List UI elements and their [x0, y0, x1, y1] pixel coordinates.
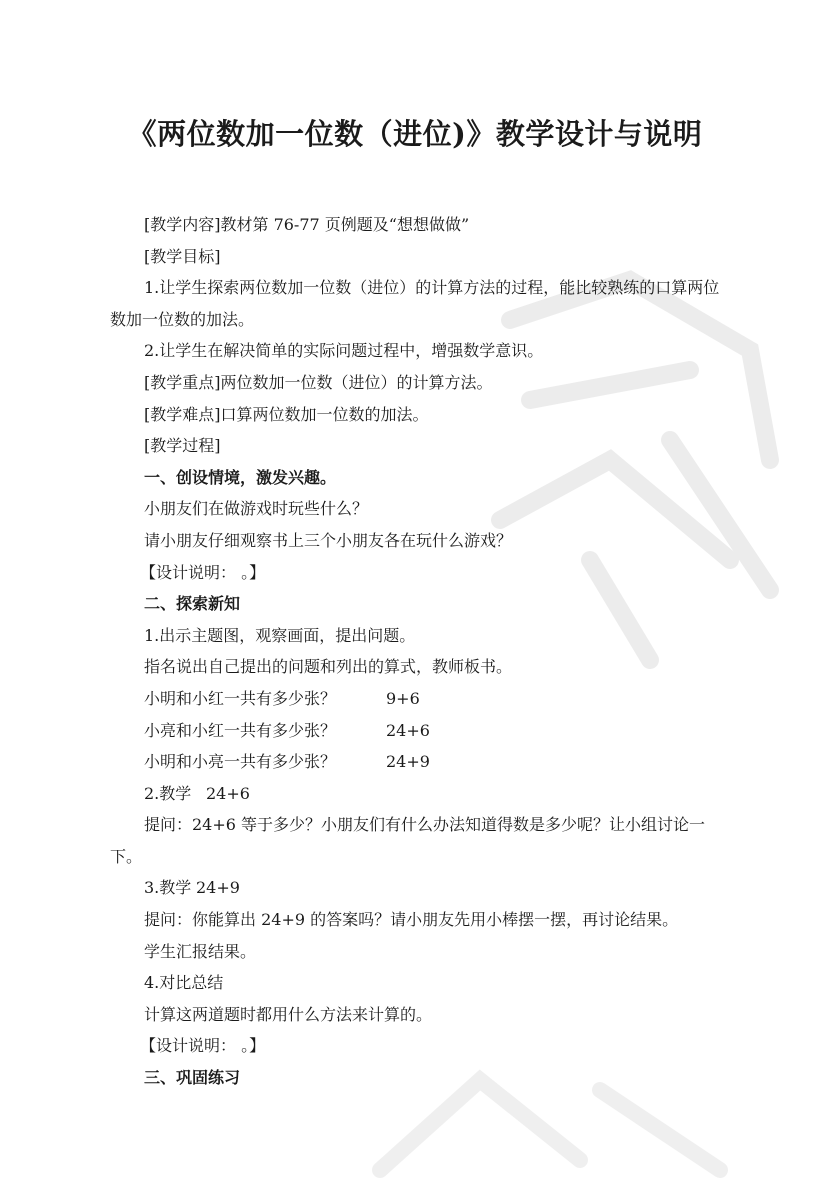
step-4: 4.对比总结	[144, 973, 224, 993]
teaching-goals-label: [教学目标]	[144, 246, 221, 266]
step-3-report: 学生汇报结果。	[144, 941, 257, 961]
section-1-line-1: 小朋友们在做游戏时玩些什么？	[144, 499, 369, 519]
goal-2: 2.让学生在解决简单的实际问题过程中，增强数学意识。	[144, 341, 544, 361]
question-row	[110, 746, 732, 778]
difficult-point: [教学难点]口算两位数加一位数的加法。	[144, 404, 429, 424]
teaching-content: [教学内容]教材第 76-77 页例题及“想想做做”	[144, 215, 470, 234]
step-4-detail: 计算这两道题时都用什么方法来计算的。	[144, 1004, 433, 1024]
step-2-expression: 24+6	[206, 783, 250, 803]
section-1-line-2: 请小朋友仔细观察书上三个小朋友各在玩什么游戏？	[144, 530, 513, 550]
step-3-prompt: 提问：你能算出 24+9 的答案吗？请小朋友先用小棒摆一摆，再讨论结果。	[144, 910, 679, 930]
step-3-expression: 24+9	[196, 878, 240, 898]
step-3	[110, 872, 732, 904]
step-2	[110, 778, 732, 810]
step-2-prompt: 提问：24+6 等于多少？小朋友们有什么办法知道得数是多少呢？让小组讨论一下。	[110, 815, 706, 866]
question-expression: 24+6	[386, 720, 430, 740]
key-point: [教学重点]两位数加一位数（进位）的计算方法。	[144, 372, 493, 392]
question-text: 小亮和小红一共有多少张？	[144, 720, 337, 740]
step-1-detail: 指名说出自己提出的问题和列出的算式，教师板书。	[144, 657, 513, 677]
question-row	[110, 683, 732, 715]
step-2-label: 2.教学	[144, 783, 192, 803]
question-expression: 24+9	[386, 752, 430, 772]
design-note-1: 【设计说明： 。】	[140, 562, 266, 582]
page-title: 《两位数加一位数（进位)》教学设计与说明	[127, 117, 703, 151]
document-body	[110, 209, 732, 1094]
section-3-heading: 三、巩固练习	[144, 1068, 241, 1088]
section-2-heading: 二、探索新知	[144, 594, 241, 614]
step-3-label: 3.教学	[144, 878, 192, 898]
question-expression: 9+6	[386, 688, 420, 708]
design-note-2: 【设计说明： 。】	[140, 1036, 266, 1056]
step-1: 1.出示主题图，观察画面，提出问题。	[144, 625, 416, 645]
question-text: 小明和小亮一共有多少张？	[144, 752, 337, 772]
process-label: [教学过程]	[144, 436, 221, 456]
question-text: 小明和小红一共有多少张？	[144, 688, 337, 708]
goal-1: 1.让学生探索两位数加一位数（进位）的计算方法的过程，能比较熟练的口算两位数加一位数的加法。	[110, 278, 720, 329]
section-1-heading: 一、创设情境，激发兴趣。	[144, 467, 337, 487]
question-row	[110, 715, 732, 747]
